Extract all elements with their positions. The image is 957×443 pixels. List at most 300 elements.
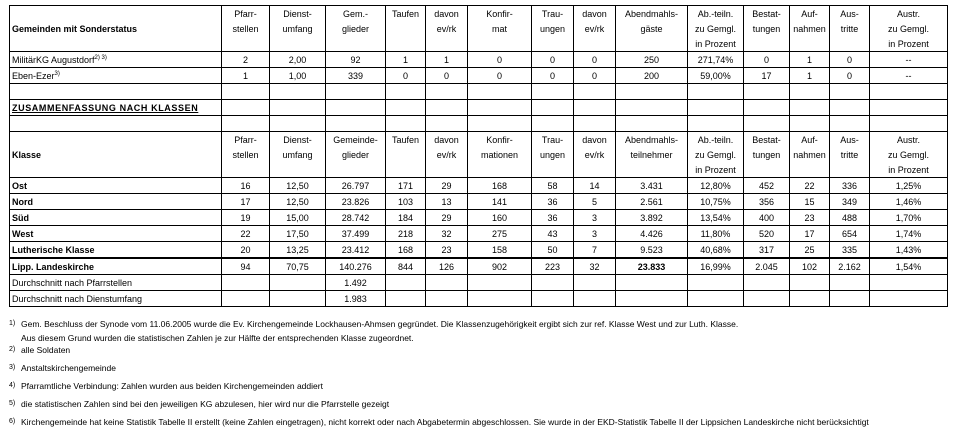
table-cell: 1: [386, 52, 426, 68]
empty-cell: [616, 116, 688, 132]
column-header: [790, 162, 830, 178]
empty-cell: [532, 291, 574, 307]
column-header: [326, 36, 386, 52]
table-cell: 14: [574, 178, 616, 194]
section-title-row: [10, 100, 948, 116]
empty-cell: [870, 116, 948, 132]
empty-cell: [326, 100, 386, 116]
column-header: [616, 162, 688, 178]
table-cell: 171: [386, 178, 426, 194]
table-cell: 1: [426, 52, 468, 68]
column-header: ev/rk: [426, 147, 468, 162]
header-row: [10, 162, 948, 178]
column-header: stellen: [222, 147, 270, 162]
empty-cell: [790, 100, 830, 116]
column-header: Pfarr-: [222, 132, 270, 148]
table-cell: 1: [790, 68, 830, 84]
column-header: mationen: [468, 147, 532, 162]
column-header: davon: [426, 132, 468, 148]
table-cell: 23: [426, 242, 468, 259]
column-header: [386, 36, 426, 52]
column-header: [270, 36, 326, 52]
column-header: in Prozent: [870, 36, 948, 52]
table-cell: 2.162: [830, 258, 870, 275]
empty-cell: [870, 275, 948, 291]
table-cell: 15: [790, 194, 830, 210]
table-cell: 1.983: [326, 291, 386, 307]
column-header: [744, 162, 790, 178]
empty-cell: [830, 116, 870, 132]
empty-cell: [870, 100, 948, 116]
footnote-text: Anstaltskirchengemeinde: [21, 363, 116, 373]
row-label: Lipp. Landeskirche: [10, 258, 222, 275]
table-cell: 339: [326, 68, 386, 84]
empty-cell: [468, 84, 532, 100]
statistics-sheet: [9, 5, 947, 307]
table-row: [10, 226, 948, 242]
table-cell: 218: [386, 226, 426, 242]
column-header: Abendmahls-: [616, 6, 688, 22]
table-cell: 9.523: [616, 242, 688, 259]
empty-cell: [790, 84, 830, 100]
column-header: davon: [426, 6, 468, 22]
empty-cell: [830, 291, 870, 307]
footnotes: [9, 318, 949, 434]
table-row: [10, 52, 948, 68]
table-cell: 0: [468, 52, 532, 68]
table-cell: 0: [532, 52, 574, 68]
table-cell: 16: [222, 178, 270, 194]
table-cell: 250: [616, 52, 688, 68]
empty-cell: [270, 84, 326, 100]
empty-cell: [426, 84, 468, 100]
table-cell: 26.797: [326, 178, 386, 194]
footnote-number: 1): [9, 320, 16, 327]
column-header: ev/rk: [426, 21, 468, 36]
row-label: [10, 36, 222, 52]
table-cell: 400: [744, 210, 790, 226]
table-cell: 1,46%: [870, 194, 948, 210]
table-cell: 0: [426, 68, 468, 84]
table-cell: 102: [790, 258, 830, 275]
table-cell: 13,54%: [688, 210, 744, 226]
column-header: nahmen: [790, 147, 830, 162]
footnote-number: 5): [9, 400, 16, 407]
column-header: Aus-: [830, 6, 870, 22]
column-header: tritte: [830, 21, 870, 36]
table-cell: 43: [532, 226, 574, 242]
table-cell: 10,75%: [688, 194, 744, 210]
column-header: [574, 162, 616, 178]
column-header: [222, 36, 270, 52]
column-header: [326, 162, 386, 178]
table-cell: 58: [532, 178, 574, 194]
table-cell: 1: [222, 68, 270, 84]
column-header: Auf-: [790, 6, 830, 22]
column-header: gäste: [616, 21, 688, 36]
empty-cell: [532, 100, 574, 116]
empty-cell: [270, 116, 326, 132]
row-label: [10, 52, 222, 68]
table-cell: 4.426: [616, 226, 688, 242]
column-header: Taufen: [386, 6, 426, 22]
table-cell: 2,00: [270, 52, 326, 68]
column-header: ev/rk: [574, 147, 616, 162]
empty-cell: [270, 291, 326, 307]
table-cell: 12,50: [270, 178, 326, 194]
table-cell: 20: [222, 242, 270, 259]
table-cell: 0: [744, 52, 790, 68]
column-header: teilnehmer: [616, 147, 688, 162]
table-cell: 200: [616, 68, 688, 84]
table-cell: 70,75: [270, 258, 326, 275]
header-row: [10, 21, 948, 36]
column-header: [468, 36, 532, 52]
empty-cell: [270, 100, 326, 116]
table-cell: 23.826: [326, 194, 386, 210]
table-row: [10, 194, 948, 210]
table-cell: 17: [222, 194, 270, 210]
column-header: Gemeinde-: [326, 132, 386, 148]
empty-cell: [386, 275, 426, 291]
empty-cell: [870, 291, 948, 307]
footnote-text: Gem. Beschluss der Synode vom 11.06.2005 wurde die Ev. Kirchengemeinde Lockhausen-Ahmsen gegründet. Die Klassenzugehörigkeit ergibt sich zur ref. Klasse West und zur Luth. Klasse.: [21, 319, 739, 329]
column-header: zu Gemgl.: [870, 147, 948, 162]
table-cell: 13,25: [270, 242, 326, 259]
row-label: Durchschnitt nach Pfarrstellen: [10, 275, 222, 291]
column-header: Konfir-: [468, 132, 532, 148]
column-header: [830, 162, 870, 178]
empty-cell: [426, 275, 468, 291]
column-header: Gem.-: [326, 6, 386, 22]
empty-cell: [468, 116, 532, 132]
column-header: Trau-: [532, 6, 574, 22]
table-cell: 36: [532, 194, 574, 210]
table-cell: 335: [830, 242, 870, 259]
column-header: [574, 36, 616, 52]
table-cell: 317: [744, 242, 790, 259]
column-header: umfang: [270, 147, 326, 162]
row-label: [10, 162, 222, 178]
table-cell: 1,74%: [870, 226, 948, 242]
column-header: Pfarr-: [222, 6, 270, 22]
empty-cell: [222, 291, 270, 307]
empty-cell: [574, 291, 616, 307]
column-header: [386, 21, 426, 36]
table-cell: 356: [744, 194, 790, 210]
footnote-continuation: Aus diesem Grund wurden die statistischen Zahlen je zur Hälfte der entsprechenden Klasse zugeordnet.: [21, 333, 414, 343]
column-header: umfang: [270, 21, 326, 36]
table-cell: 32: [426, 226, 468, 242]
row-label: West: [10, 226, 222, 242]
table-cell: 94: [222, 258, 270, 275]
empty-cell: [222, 84, 270, 100]
table-row: [10, 242, 948, 259]
table-cell: 3.892: [616, 210, 688, 226]
table-cell: 0: [386, 68, 426, 84]
row-label: Klasse: [10, 147, 222, 162]
table-cell: 2.045: [744, 258, 790, 275]
table-cell: 349: [830, 194, 870, 210]
empty-cell: [326, 84, 386, 100]
table-cell: 3.431: [616, 178, 688, 194]
column-header: Dienst-: [270, 132, 326, 148]
table-cell: 36: [532, 210, 574, 226]
table-cell: 12,80%: [688, 178, 744, 194]
column-header: [830, 36, 870, 52]
column-header: Bestat-: [744, 6, 790, 22]
row-label: [10, 6, 222, 22]
summary-title: ZUSAMMENFASSUNG NACH KLASSEN: [10, 100, 222, 116]
table-cell: 92: [326, 52, 386, 68]
empty-cell: [744, 100, 790, 116]
column-header: mat: [468, 21, 532, 36]
footnote-number: 6): [9, 418, 16, 425]
empty-cell: [10, 84, 222, 100]
empty-cell: [468, 291, 532, 307]
empty-cell: [688, 84, 744, 100]
column-header: in Prozent: [870, 162, 948, 178]
footnote-text: die statistischen Zahlen sind bei den jeweiligen KG abzulesen, hier wird nur die Pfarrstelle gezeigt: [21, 399, 390, 409]
empty-cell: [10, 116, 222, 132]
empty-cell: [222, 275, 270, 291]
empty-cell: [616, 291, 688, 307]
table-cell: 184: [386, 210, 426, 226]
column-header: [426, 36, 468, 52]
empty-cell: [532, 275, 574, 291]
table-cell: --: [870, 52, 948, 68]
empty-cell: [426, 291, 468, 307]
table-cell: 126: [426, 258, 468, 275]
table-cell: 140.276: [326, 258, 386, 275]
table-cell: 0: [574, 68, 616, 84]
table-cell: 0: [532, 68, 574, 84]
blank-row: [10, 84, 948, 100]
column-header: [790, 36, 830, 52]
empty-cell: [270, 275, 326, 291]
table-cell: 2: [222, 52, 270, 68]
column-header: Taufen: [386, 132, 426, 148]
empty-cell: [744, 275, 790, 291]
column-header: [532, 36, 574, 52]
empty-cell: [790, 116, 830, 132]
column-header: nahmen: [790, 21, 830, 36]
column-header: glieder: [326, 147, 386, 162]
table-cell: 3: [574, 226, 616, 242]
table-cell: 168: [386, 242, 426, 259]
table-cell: 168: [468, 178, 532, 194]
column-header: stellen: [222, 21, 270, 36]
empty-cell: [688, 275, 744, 291]
table-cell: 28.742: [326, 210, 386, 226]
header-row: [10, 6, 948, 22]
empty-cell: [830, 275, 870, 291]
column-header: in Prozent: [688, 162, 744, 178]
empty-cell: [616, 100, 688, 116]
column-header: Auf-: [790, 132, 830, 148]
empty-cell: [744, 84, 790, 100]
table-cell: 844: [386, 258, 426, 275]
empty-cell: [574, 275, 616, 291]
empty-cell: [790, 275, 830, 291]
table-cell: 520: [744, 226, 790, 242]
column-header: tungen: [744, 147, 790, 162]
statistics-table: [9, 5, 948, 307]
column-header: ungen: [532, 147, 574, 162]
footnote-number: 2): [9, 346, 16, 353]
table-cell: 7: [574, 242, 616, 259]
table-cell: 1,00: [270, 68, 326, 84]
table-cell: 22: [222, 226, 270, 242]
column-header: [426, 162, 468, 178]
column-header: [270, 162, 326, 178]
empty-cell: [790, 291, 830, 307]
table-cell: 29: [426, 210, 468, 226]
empty-cell: [688, 291, 744, 307]
table-cell: 1: [790, 52, 830, 68]
footnote: [9, 362, 949, 380]
column-header: [386, 162, 426, 178]
column-header: in Prozent: [688, 36, 744, 52]
table-cell: 654: [830, 226, 870, 242]
column-header: Austr.: [870, 6, 948, 22]
section-title: Gemeinden mit Sonderstatus: [10, 21, 222, 36]
empty-cell: [744, 291, 790, 307]
cell-label: Eben-Ezer: [12, 70, 55, 81]
empty-cell: [326, 116, 386, 132]
table-cell: 17: [744, 68, 790, 84]
average-row: [10, 275, 948, 291]
empty-cell: [616, 84, 688, 100]
footnote-number: 4): [9, 382, 16, 389]
column-header: Konfir-: [468, 6, 532, 22]
column-header: Ab.-teiln.: [688, 6, 744, 22]
table-cell: 3: [574, 210, 616, 226]
blank-row: [10, 116, 948, 132]
table-cell: 23: [790, 210, 830, 226]
column-header: ev/rk: [574, 21, 616, 36]
empty-cell: [426, 100, 468, 116]
table-cell: 23.412: [326, 242, 386, 259]
column-header: tungen: [744, 21, 790, 36]
column-header: Aus-: [830, 132, 870, 148]
header-row: [10, 36, 948, 52]
empty-cell: [386, 84, 426, 100]
table-cell: 2.561: [616, 194, 688, 210]
table-cell: 1.492: [326, 275, 386, 291]
empty-cell: [386, 116, 426, 132]
table-cell: 1,54%: [870, 258, 948, 275]
column-header: [222, 162, 270, 178]
column-header: [468, 162, 532, 178]
empty-cell: [688, 116, 744, 132]
empty-cell: [468, 275, 532, 291]
table-cell: 902: [468, 258, 532, 275]
table-cell: 160: [468, 210, 532, 226]
column-header: zu Gemgl.: [688, 147, 744, 162]
footnote-ref: 2) 3): [94, 54, 107, 61]
empty-cell: [616, 275, 688, 291]
footnote-text: Pfarramtliche Verbindung: Zahlen wurden aus beiden Kirchengemeinden addiert: [21, 381, 323, 391]
table-cell: 59,00%: [688, 68, 744, 84]
empty-cell: [870, 84, 948, 100]
empty-cell: [830, 100, 870, 116]
cell-label: MilitärKG Augustdorf: [12, 54, 95, 65]
column-header: Bestat-: [744, 132, 790, 148]
table-cell: 141: [468, 194, 532, 210]
table-cell: 0: [574, 52, 616, 68]
row-label: Ost: [10, 178, 222, 194]
average-row: [10, 291, 948, 307]
column-header: glieder: [326, 21, 386, 36]
table-cell: 0: [830, 52, 870, 68]
column-header: Ab.-teiln.: [688, 132, 744, 148]
footnote: [9, 380, 949, 398]
table-cell: 452: [744, 178, 790, 194]
column-header: [616, 36, 688, 52]
table-row: [10, 68, 948, 84]
table-cell: 488: [830, 210, 870, 226]
table-cell: 0: [830, 68, 870, 84]
table-cell: 29: [426, 178, 468, 194]
table-cell: --: [870, 68, 948, 84]
footnote-text: Kirchengemeinde hat keine Statistik Tabelle II erstellt (keine Zahlen eingetragen), nicht korrekt oder nach Abgabetermin abgeschlossen. Sie wurde in der EKD-Statistik Tabelle II der Lippsichen Landeskirche nicht berücksichtigt: [21, 417, 869, 427]
table-cell: 5: [574, 194, 616, 210]
column-header: davon: [574, 6, 616, 22]
header-row: [10, 132, 948, 148]
column-header: Dienst-: [270, 6, 326, 22]
footnote: [9, 416, 949, 434]
empty-cell: [830, 84, 870, 100]
table-cell: 1,25%: [870, 178, 948, 194]
table-cell: 1,43%: [870, 242, 948, 259]
table-cell: 15,00: [270, 210, 326, 226]
table-cell: 271,74%: [688, 52, 744, 68]
table-cell: 1,70%: [870, 210, 948, 226]
column-header: davon: [574, 132, 616, 148]
empty-cell: [574, 116, 616, 132]
table-cell: 17: [790, 226, 830, 242]
table-cell: 25: [790, 242, 830, 259]
empty-cell: [468, 100, 532, 116]
table-cell: 158: [468, 242, 532, 259]
table-cell: 11,80%: [688, 226, 744, 242]
row-label: Durchschnitt nach Dienstumfang: [10, 291, 222, 307]
row-label: Nord: [10, 194, 222, 210]
empty-cell: [574, 84, 616, 100]
table-cell: 40,68%: [688, 242, 744, 259]
table-cell: 223: [532, 258, 574, 275]
empty-cell: [222, 116, 270, 132]
header-row: [10, 147, 948, 162]
empty-cell: [688, 100, 744, 116]
table-cell: 22: [790, 178, 830, 194]
empty-cell: [532, 116, 574, 132]
table-cell: 32: [574, 258, 616, 275]
column-header: Abendmahls-: [616, 132, 688, 148]
empty-cell: [386, 291, 426, 307]
table-cell: 336: [830, 178, 870, 194]
row-label: Süd: [10, 210, 222, 226]
table-row: [10, 178, 948, 194]
footnote: [9, 344, 949, 362]
column-header: ungen: [532, 21, 574, 36]
column-header: tritte: [830, 147, 870, 162]
empty-cell: [744, 116, 790, 132]
table-cell: 19: [222, 210, 270, 226]
table-cell: 17,50: [270, 226, 326, 242]
footnote: [9, 398, 949, 416]
